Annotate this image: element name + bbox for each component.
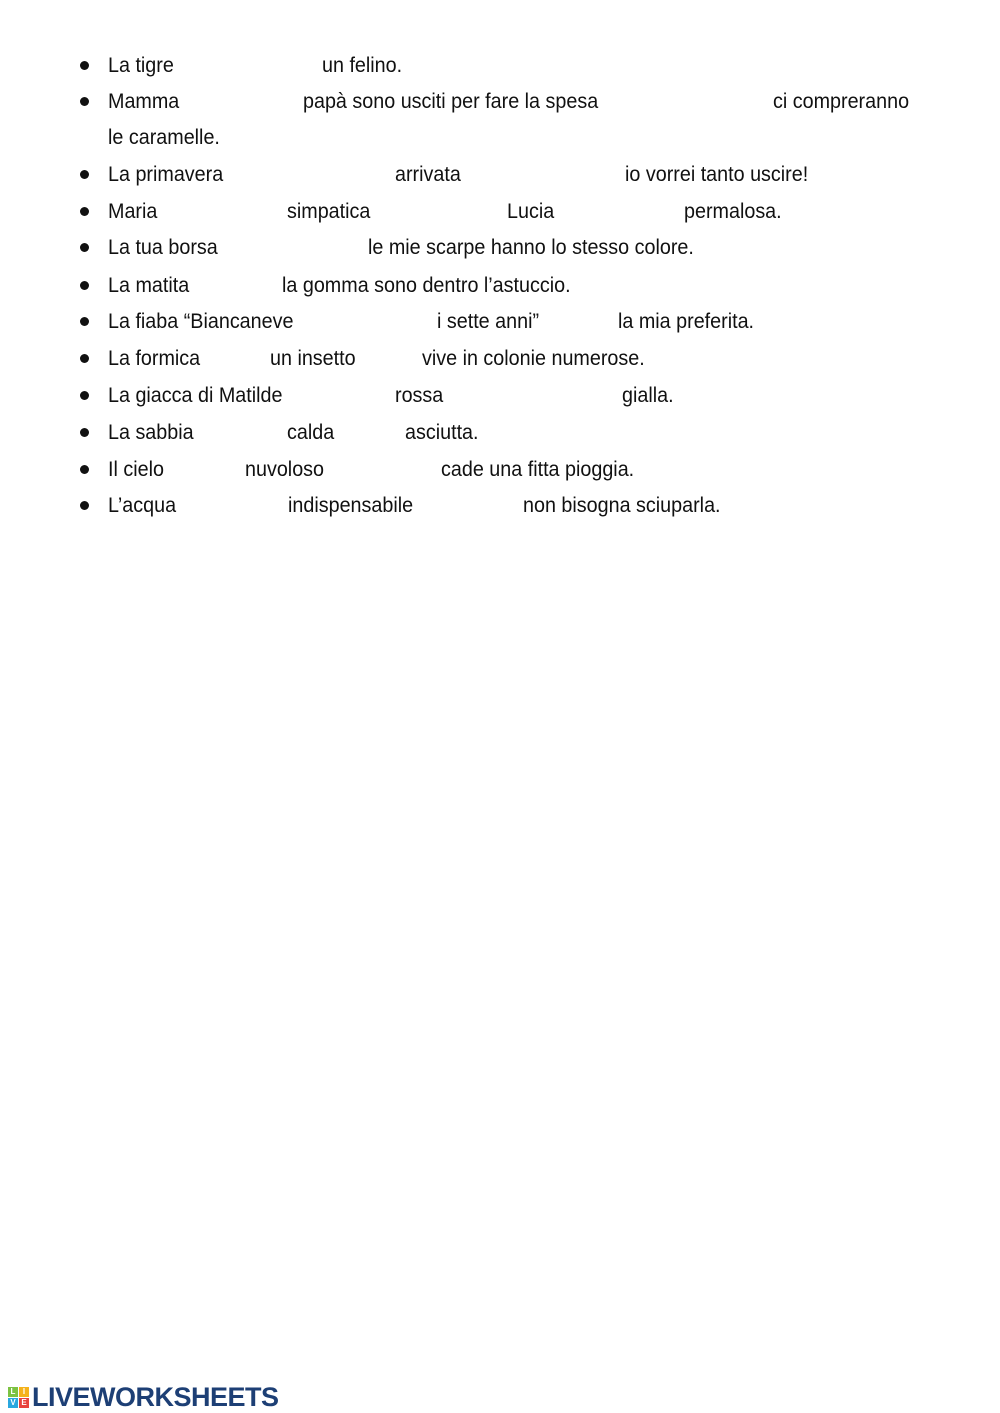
sentence-text: L’acqua xyxy=(108,494,177,517)
sentence-text: cade una fitta pioggia. xyxy=(441,458,635,481)
sentence-6 xyxy=(0,271,1000,301)
bullet-icon xyxy=(80,428,89,437)
sentence-text: io vorrei tanto uscire! xyxy=(625,163,809,186)
sentence-4 xyxy=(0,197,1000,227)
sentence-10 xyxy=(0,418,1000,448)
sentence-text: un felino. xyxy=(322,54,403,77)
logo-block: V xyxy=(8,1398,18,1408)
sentence-11 xyxy=(0,455,1000,485)
sentence-5 xyxy=(0,233,1000,263)
sentence-text: La tigre xyxy=(108,54,174,77)
logo-text: LIVEWORKSHEETS xyxy=(32,1382,279,1412)
sentence-text: la mia preferita. xyxy=(618,310,755,333)
bullet-icon xyxy=(80,501,89,510)
logo-blocks-icon xyxy=(8,1387,29,1408)
sentence-text: papà sono usciti per fare la spesa xyxy=(303,90,599,113)
sentence-text: le caramelle. xyxy=(108,126,220,149)
sentence-3 xyxy=(0,160,1000,190)
sentence-text: La formica xyxy=(108,347,201,370)
bullet-icon xyxy=(80,61,89,70)
sentence-text: Maria xyxy=(108,200,158,223)
bullet-icon xyxy=(80,207,89,216)
sentence-text: La sabbia xyxy=(108,421,194,444)
sentence-text: ci compreranno xyxy=(773,90,910,113)
sentence-text: nuvoloso xyxy=(245,458,325,481)
logo-block: L xyxy=(8,1387,18,1397)
liveworksheets-logo xyxy=(8,1382,279,1413)
bullet-icon xyxy=(80,281,89,290)
bullet-icon xyxy=(80,243,89,252)
sentence-text: Mamma xyxy=(108,90,180,113)
sentence-8 xyxy=(0,344,1000,374)
sentence-text: calda xyxy=(287,421,335,444)
sentence-text: Il cielo xyxy=(108,458,164,481)
bullet-icon xyxy=(80,465,89,474)
sentence-text: La fiaba “Biancaneve xyxy=(108,310,294,333)
sentence-1 xyxy=(0,51,1000,81)
sentence-2 xyxy=(0,87,1000,117)
sentence-7 xyxy=(0,307,1000,337)
sentence-text: Lucia xyxy=(507,200,555,223)
bullet-icon xyxy=(80,97,89,106)
sentence-text: La tua borsa xyxy=(108,236,218,259)
sentence-text: rossa xyxy=(395,384,444,407)
sentence-text: un insetto xyxy=(270,347,356,370)
sentence-2-continuation xyxy=(0,123,1000,153)
logo-block: I xyxy=(19,1387,29,1397)
sentence-text: indispensabile xyxy=(288,494,414,517)
sentence-text: La giacca di Matilde xyxy=(108,384,283,407)
bullet-icon xyxy=(80,170,89,179)
sentence-text: La matita xyxy=(108,274,190,297)
sentence-text: le mie scarpe hanno lo stesso colore. xyxy=(368,236,694,259)
bullet-icon xyxy=(80,391,89,400)
sentence-12 xyxy=(0,491,1000,521)
bullet-icon xyxy=(80,317,89,326)
bullet-icon xyxy=(80,354,89,363)
logo-block: E xyxy=(19,1398,29,1408)
sentence-text: La primavera xyxy=(108,163,224,186)
sentence-text: asciutta. xyxy=(405,421,479,444)
sentence-text: permalosa. xyxy=(684,200,782,223)
sentence-text: la gomma sono dentro l’astuccio. xyxy=(282,274,571,297)
sentence-9 xyxy=(0,381,1000,411)
sentence-text: arrivata xyxy=(395,163,461,186)
sentence-text: non bisogna sciuparla. xyxy=(523,494,721,517)
sentence-text: i sette anni” xyxy=(437,310,540,333)
sentence-text: vive in colonie numerose. xyxy=(422,347,645,370)
sentence-text: gialla. xyxy=(622,384,674,407)
sentence-text: simpatica xyxy=(287,200,371,223)
